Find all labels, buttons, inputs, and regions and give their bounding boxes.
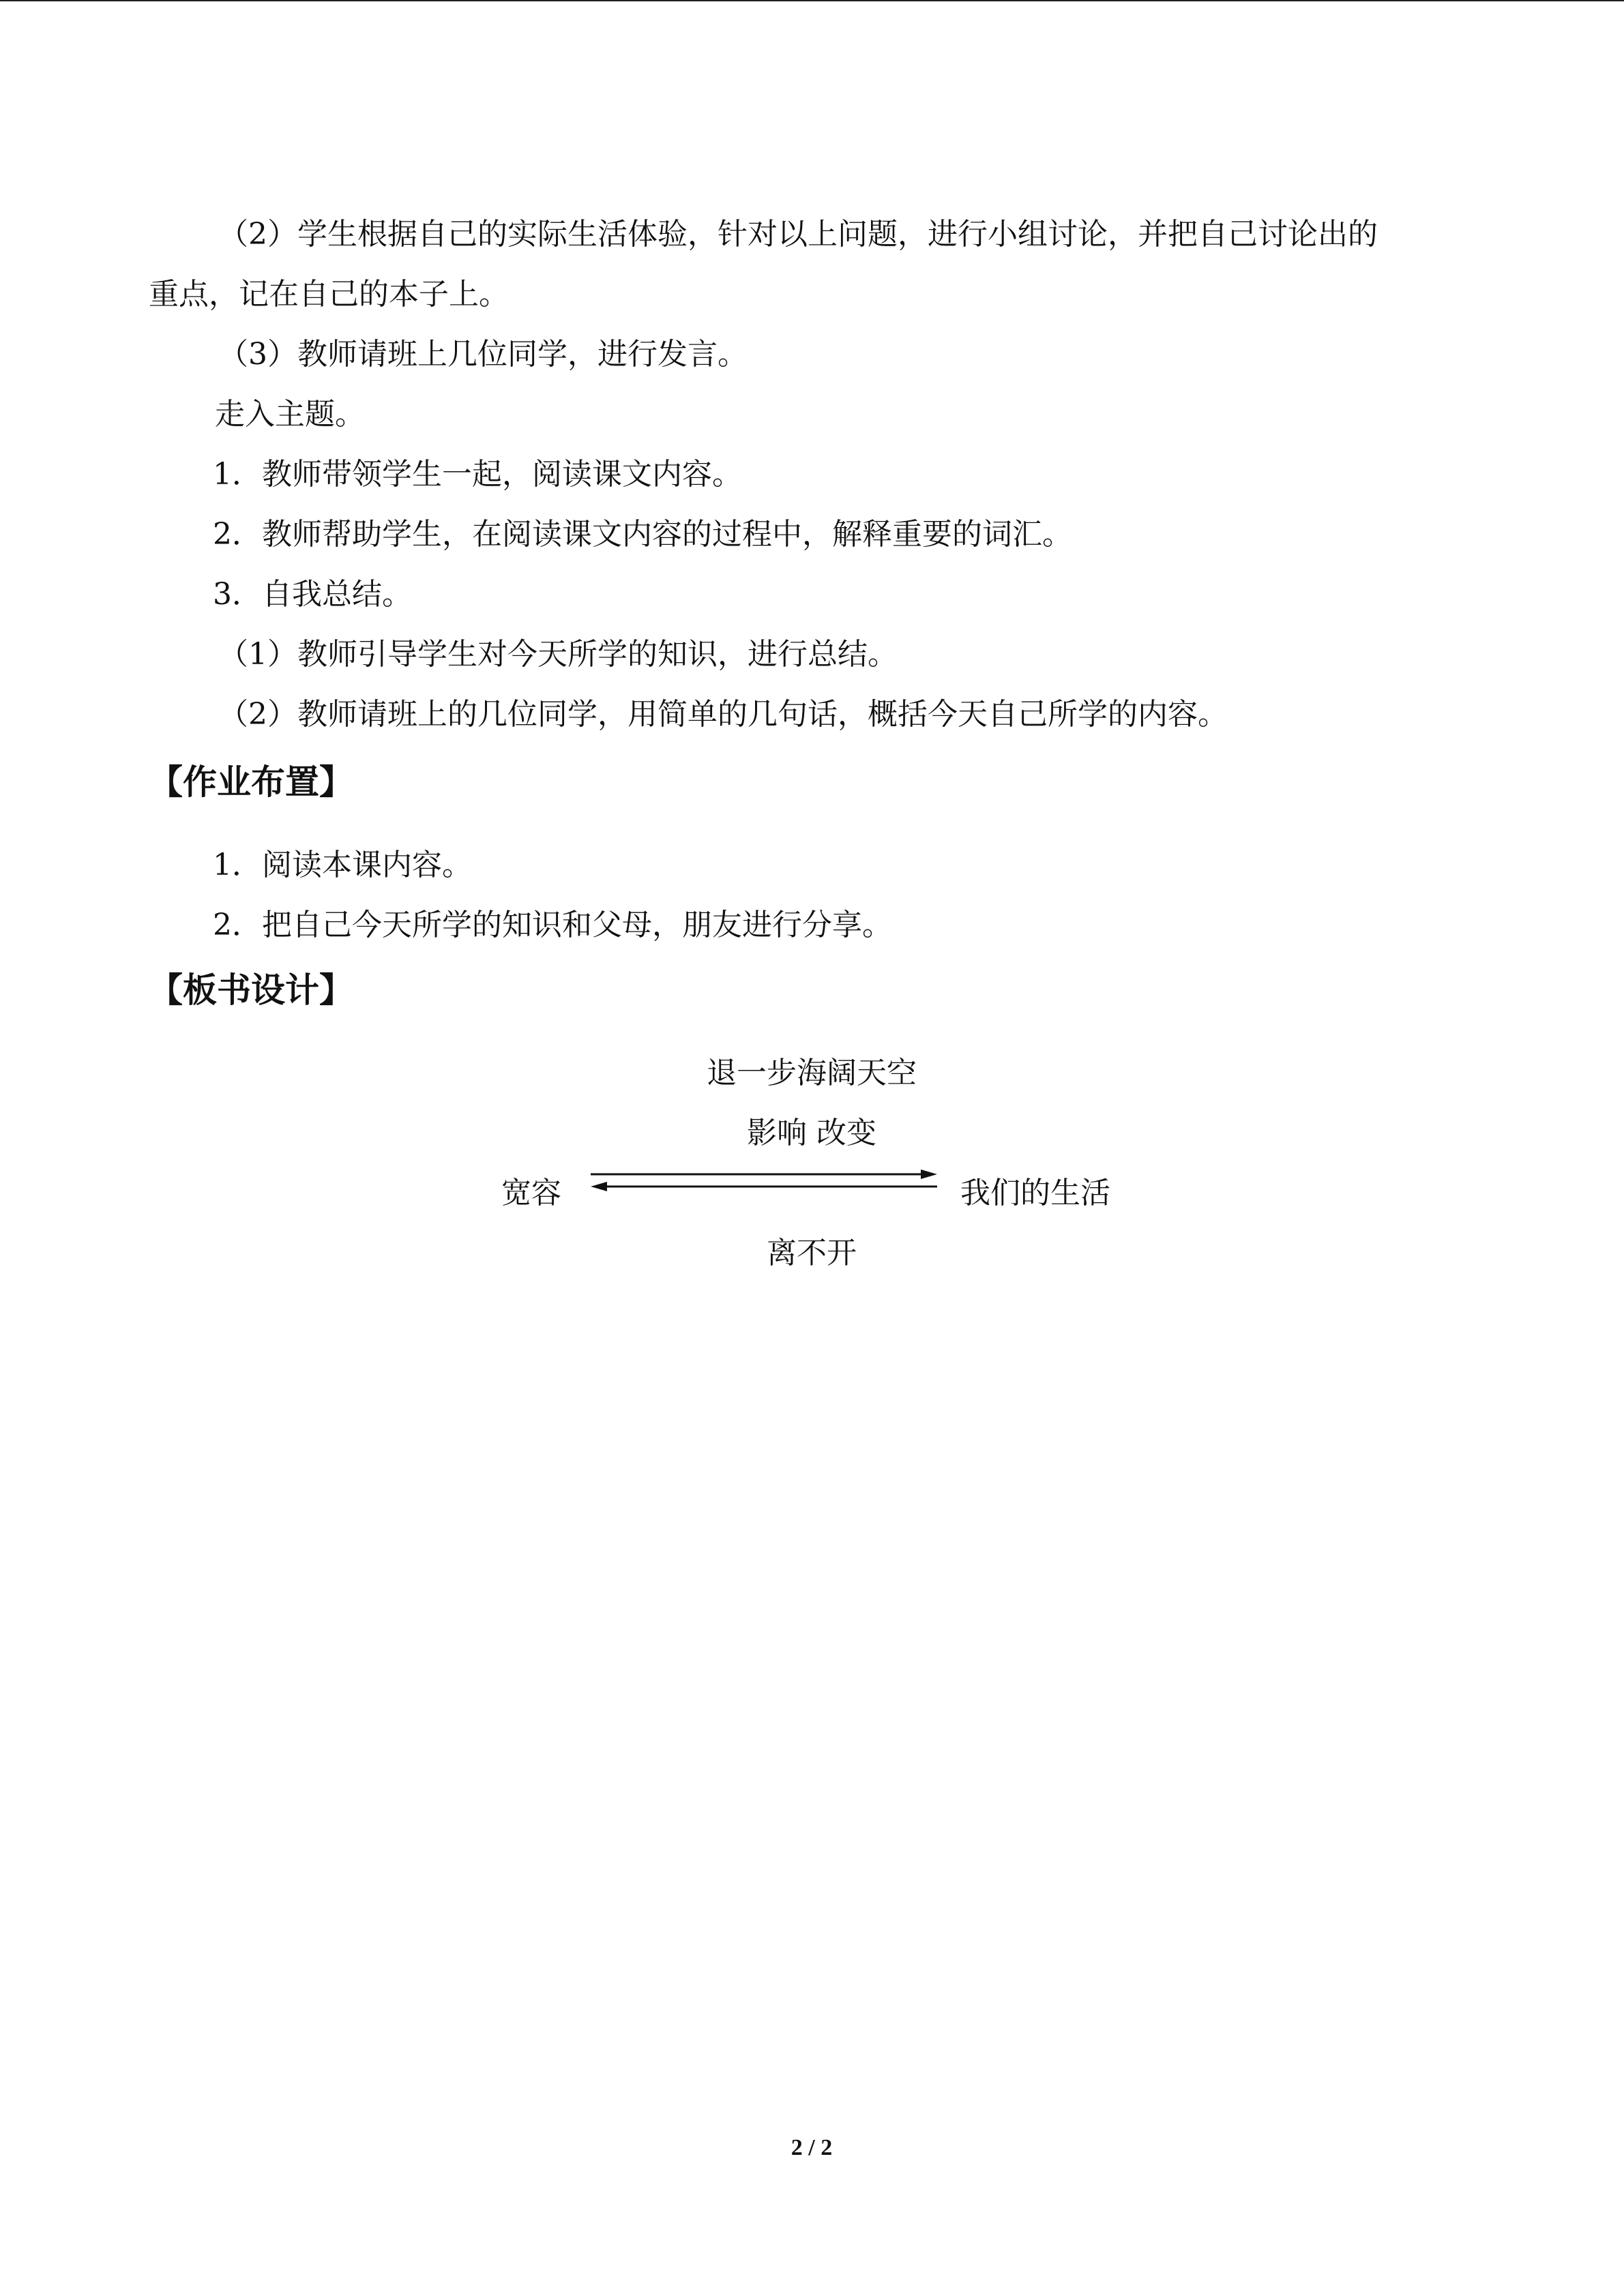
page-top-border <box>0 0 1624 1</box>
right-arrowhead-icon <box>921 1169 937 1179</box>
board-right-term: 我们的生活 <box>960 1176 1110 1210</box>
board-design-heading: 【板书设计】 <box>149 970 353 1010</box>
board-bottom-label: 离不开 <box>767 1236 857 1270</box>
paragraph-line-4: 走入主题。 <box>215 397 365 432</box>
homework-item-2: 2．把自己今天所学的知识和父母，朋友进行分享。 <box>213 908 892 942</box>
homework-item-1: 1．阅读本课内容。 <box>213 848 472 882</box>
board-left-term: 宽容 <box>501 1176 561 1210</box>
paragraph-line-3: （3）教师请班上几位同学，进行发言。 <box>218 337 748 372</box>
left-arrowhead-icon <box>591 1182 607 1191</box>
paragraph-line-9: （2）教师请班上的几位同学，用简单的几句话，概括今天自己所学的内容。 <box>218 697 1228 732</box>
paragraph-line-1: （2）学生根据自己的实际生活体验，针对以上问题，进行小组讨论，并把自己讨论出的 <box>218 217 1378 252</box>
paragraph-line-8: （1）教师引导学生对今天所学的知识，进行总结。 <box>218 637 898 672</box>
paragraph-line-5: 1．教师带领学生一起，阅读课文内容。 <box>213 457 742 492</box>
page-number: 2 / 2 <box>791 2135 833 2160</box>
homework-heading: 【作业布置】 <box>149 762 353 802</box>
paragraph-line-2: 重点，记在自己的本子上。 <box>149 277 509 312</box>
double-arrow-diagram <box>587 1167 941 1195</box>
board-title: 退一步海阔天空 <box>707 1056 917 1090</box>
paragraph-line-7: 3．自我总结。 <box>213 577 412 612</box>
board-top-label: 影响 改变 <box>747 1116 876 1150</box>
paragraph-line-6: 2．教师帮助学生，在阅读课文内容的过程中，解释重要的词汇。 <box>213 517 1072 552</box>
